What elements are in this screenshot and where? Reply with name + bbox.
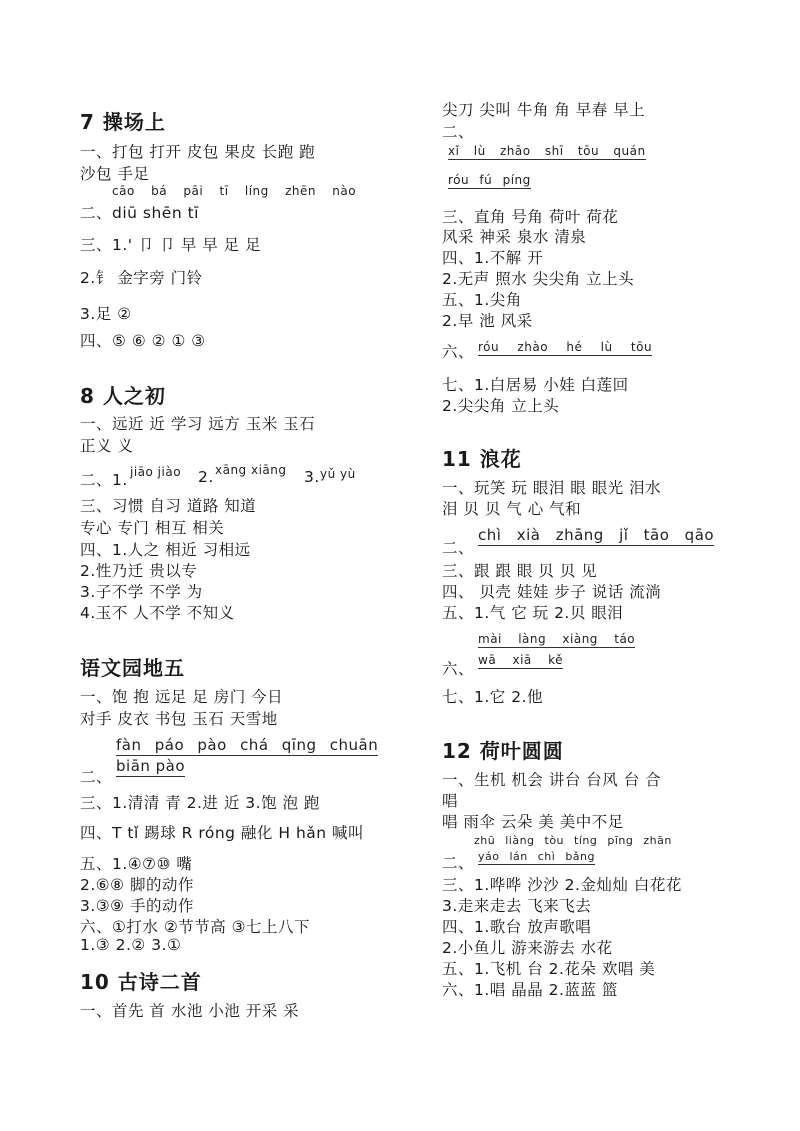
- s12-line-1: 一、生机 机会 讲台 台风 台 合: [442, 771, 662, 789]
- s5-line-5: 三、1.清清 青 2.进 近 3.饱 泡 跑: [80, 794, 320, 812]
- s12-line-3: 唱 雨伞 云朵 美 美中不足: [442, 813, 624, 831]
- s8-line-5: 专心 专门 相互 相关: [80, 519, 225, 537]
- s5-line-11: 1.③ 2.② 3.①: [80, 936, 182, 954]
- s12-line-10: 五、1.飞机 台 2.花朵 欢唱 美: [442, 960, 656, 978]
- s5-line-1: 一、饱 抱 远足 足 房门 今日: [80, 688, 284, 706]
- s10c-line-2: 二、: [442, 123, 475, 141]
- s11-pinyin-3: [478, 653, 563, 667]
- s10c-line-5: 三、直角 号角 荷叶 荷花: [442, 208, 619, 226]
- s7-line-4: 二、diū shēn tī: [80, 204, 199, 222]
- s8-line-6: 四、1.人之 相近 习相远: [80, 541, 251, 559]
- s12-line-7: 3.走来走去 飞来飞去: [442, 897, 592, 915]
- s8-pinyin-3: yǔ yù: [320, 467, 356, 481]
- s12-pinyin-2-underlined: yáo lán chì bǎng: [478, 850, 595, 863]
- s8-line-3c: 2.: [198, 468, 214, 486]
- s10c-line-11a: 六、: [442, 343, 475, 361]
- s7-line-1: 一、打包 打开 皮包 果皮 长跑 跑: [80, 143, 316, 161]
- s12-line-9: 2.小鱼儿 游来游去 水花: [442, 939, 613, 957]
- s12-line-5a: 二、: [442, 854, 475, 872]
- s7-line-6: 2.钅 金字旁 门铃: [80, 269, 203, 287]
- s5-pinyin-row-2: [116, 757, 185, 775]
- s11-line-5: 四、 贝壳 娃娃 步子 说话 流淌: [442, 583, 662, 601]
- s5-line-4a: 二、: [80, 768, 113, 786]
- s8-line-4: 三、习惯 自习 道路 知道: [80, 497, 257, 515]
- s5-line-8: 2.⑥⑧ 脚的动作: [80, 876, 195, 894]
- s11-line-6: 五、1.气 它 玩 2.贝 眼泪: [442, 604, 624, 622]
- s12-line-8: 四、1.歌台 放声歌唱: [442, 918, 592, 936]
- section-5-title: 语文园地五: [80, 656, 185, 680]
- s5-line-2: 对手 皮衣 书包 玉石 天雪地: [80, 710, 278, 728]
- s10c-line-8: 2.无声 照水 尖尖角 立上头: [442, 270, 635, 288]
- s5-pinyin-row: [116, 736, 378, 754]
- s7-line-2: 沙包 手足: [80, 165, 150, 183]
- s8-pinyin-2: xāng xiāng: [215, 463, 287, 477]
- s10c-pinyin-2: [448, 173, 531, 187]
- s11-line-1: 一、玩笑 玩 眼泪 眼 眼光 泪水: [442, 479, 662, 497]
- s8-line-3e: 3.: [304, 468, 320, 486]
- s10c-pinyin-3-underlined: róu zhào hé lù tōu: [478, 340, 653, 354]
- s8-line-3a: 二、1.: [80, 471, 128, 489]
- s7-line-7: 3.足 ②: [80, 305, 132, 323]
- s5-pinyin-underlined-2: biān pào: [116, 757, 186, 775]
- section-10-title: 10 古诗二首: [80, 970, 202, 994]
- s8-line-1: 一、远近 近 学习 远方 玉米 玉石: [80, 415, 316, 433]
- s11-line-2: 泪 贝 贝 气 心 气和: [442, 500, 582, 518]
- s11-pinyin-2-underlined: mài làng xiàng táo: [478, 632, 636, 646]
- s8-line-8: 3.子不学 不学 为: [80, 583, 203, 601]
- s11-line-9: 七、1.它 2.他: [442, 688, 544, 706]
- section-12-title: 12 荷叶圆圆: [442, 739, 564, 763]
- s11-pinyin-2: [478, 632, 635, 646]
- s10c-line-9: 五、1.尖角: [442, 291, 522, 309]
- s10c-line-6: 风采 神采 泉水 清泉: [442, 228, 587, 246]
- s11-line-8a: 六、: [442, 660, 475, 678]
- section-7-title: 7 操场上: [80, 110, 166, 134]
- s10c-line-7: 四、1.不解 开: [442, 249, 544, 267]
- s11-pinyin-3-underlined: wā xiā kě: [478, 653, 563, 667]
- s12-pinyin-1: zhū liàng tòu tíng pīng zhān: [474, 834, 672, 847]
- s8-line-2: 正义 义: [80, 437, 134, 455]
- s5-line-9: 3.③⑨ 手的动作: [80, 897, 195, 915]
- section-11-title: 11 浪花: [442, 447, 522, 471]
- s12-line-2: 唱: [442, 792, 459, 810]
- s10c-line-10: 2.早 池 风采: [442, 312, 533, 330]
- s5-line-7: 五、1.④⑦⑩ 嘴: [80, 855, 193, 873]
- s7-line-5: 三、1.' 卩 卩 早 早 足 足: [80, 236, 262, 254]
- s11-pinyin-1: [478, 526, 714, 544]
- s11-pinyin-1-underlined: chì xià zhāng jǐ tāo qāo: [478, 526, 715, 544]
- s5-pinyin-underlined: fàn páo pào chá qīng chuān: [116, 736, 379, 754]
- section-8-title: 8 人之初: [80, 384, 166, 408]
- s12-line-11: 六、1.唱 晶晶 2.蓝蓝 篮: [442, 981, 618, 999]
- s11-line-3a: 二、: [442, 539, 475, 557]
- s10c-line-12: 七、1.白居易 小娃 白莲回: [442, 376, 629, 394]
- s10c-pinyin-1-underlined: xǐ lù zhāo shī tōu quán: [448, 144, 646, 158]
- s10c-line-13: 2.尖尖角 立上头: [442, 397, 560, 415]
- s12-line-6: 三、1.哗哗 沙沙 2.金灿灿 白花花: [442, 876, 682, 894]
- s10-line-1: 一、首先 首 水池 小池 开采 采: [80, 1002, 300, 1020]
- s10c-pinyin-2-underlined: róu fú píng: [448, 173, 531, 187]
- s8-pinyin-1: jiāo jiào: [130, 465, 182, 479]
- s5-line-10: 六、①打水 ②节节高 ③七上八下: [80, 918, 311, 936]
- s8-line-7: 2.性乃迁 贵以专: [80, 562, 198, 580]
- s10c-line-1: 尖刀 尖叫 牛角 角 早春 早上: [442, 101, 646, 119]
- s10c-pinyin-3: [478, 340, 652, 354]
- s7-line-8: 四、⑤ ⑥ ② ① ③: [80, 332, 206, 350]
- s10c-pinyin-1: [448, 144, 646, 158]
- s8-line-9: 4.玉不 人不学 不知义: [80, 604, 235, 622]
- s5-line-6: 四、T tǐ 踢球 R róng 融化 H hǎn 喊叫: [80, 824, 365, 842]
- s11-line-4: 三、跟 跟 眼 贝 贝 见: [442, 562, 598, 580]
- s12-pinyin-2: [478, 850, 595, 863]
- s7-pinyin-row: cāo bá pāi tī líng zhēn nào: [112, 184, 357, 198]
